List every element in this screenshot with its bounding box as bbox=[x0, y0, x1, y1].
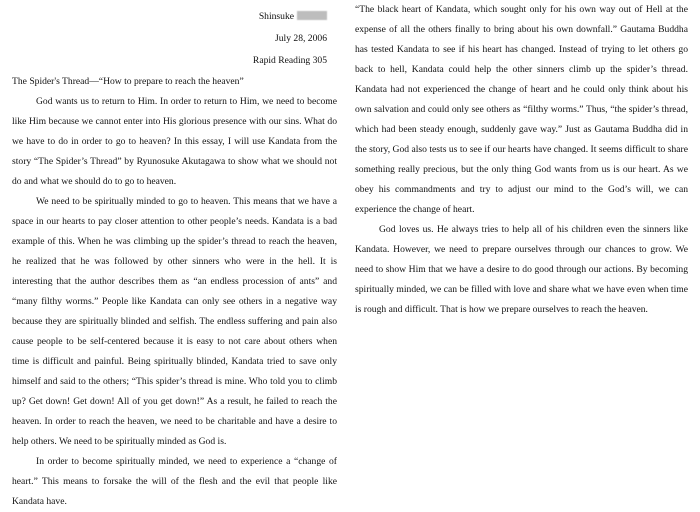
author-line bbox=[12, 6, 327, 28]
essay-date: July 28, 2006 bbox=[275, 33, 327, 44]
left-column bbox=[12, 0, 337, 512]
essay-header bbox=[12, 6, 337, 72]
paragraph: In order to become spiritually minded, we need to experience a “change of heart.” This means to forsake the will of the flesh and the evil that people like Kandata have. bbox=[12, 456, 337, 507]
paragraph: “The black heart of Kandata, which sought only for his own way out of Hell at the expense of all the others finally to bring about his own downfall.” Gautama Buddha has tested Kandata to see if his heart has changed. Instead of trying to let others go back to hell, Kandata could help the other sinners climb up the spider’s thread. Kandata had not experienced the change of heart and he could only think about his own salvation and could only see others as “filthy worms.” Thus, “the spider’s thread, which had been steady enough, suddenly gave way.” Just as Gautama Buddha did in the story, God also tests us to see if our hearts have changed. It seems difficult to share something really precious, but the only thing God wants from us is our heart. As we obey his commandments and try to adjust our mind to the God’s will, we can experience the change of heart. bbox=[355, 4, 688, 215]
redacted-surname bbox=[297, 11, 327, 20]
course-name: Rapid Reading 305 bbox=[252, 55, 327, 66]
essay-title: The Spider's Thread—“How to prepare to reach the heaven” bbox=[12, 76, 244, 87]
paragraph: God wants us to return to Him. In order to return to Him, we need to become like Him because we cannot enter into His glorious presence with our sins. What do we have to do in order to go to heaven? In this essay, I will use Kandata from the story “The Spider’s Thread” by Ryunosuke Akutagawa to show what we should not do and what we should do to go to heaven. bbox=[12, 96, 337, 187]
paragraph: God loves us. He always tries to help all of his children even the sinners like Kandata. However, we need to prepare ourselves through our chances to grow. We need to show Him that we have a desire to do good through our actions. By becoming spiritually minded, we can be filled with love and share what we have even when time is rough and difficult. That is how we prepare ourselves to reach the heaven. bbox=[355, 224, 688, 315]
author-name: Shinsuke bbox=[258, 11, 294, 22]
right-column bbox=[355, 0, 688, 320]
paragraph: We need to be spiritually minded to go to heaven. This means that we have a space in our hearts to pay closer attention to other people’s needs. Kandata is a bad example of this. When he was climbing up the spider’s thread to reach the heaven, he realized that he was followed by other sinners who were in the hell. It is interesting that the author describes them as “an endless procession of ants” and “many filthy worms.” People like Kandata can only see others in a negative way because they are spiritually blinded and selfish. The endless suffering and pain also cause people to be self-centered because it is easy to not care about others when time is difficult and painful. Being spiritually blinded, Kandata tried to save only himself and said to the others; “This spider’s thread is mine. Who told you to climb up? Get down! Get down! All of you get down!” As a result, he failed to reach the heaven. In order to reach the heaven, we need to be charitable and have a desire to help others. We need to be spiritually minded as God is. bbox=[12, 196, 337, 447]
